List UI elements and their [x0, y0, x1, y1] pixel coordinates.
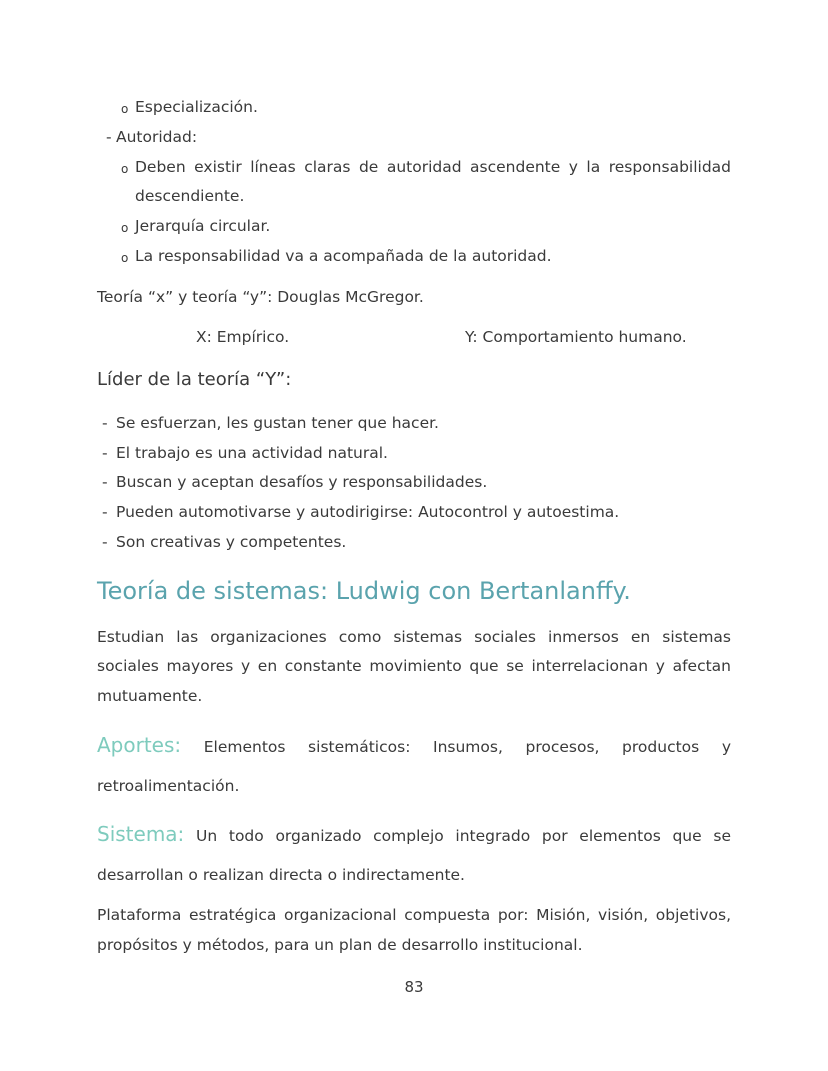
- autoridad-item-1: Deben existir líneas claras de autoridad ascendente y la responsabilidad: [135, 158, 731, 176]
- dash-icon: -: [102, 533, 108, 551]
- leader-item-4: Pueden automotivarse y autodirigirse: Autocontrol y autoestima.: [116, 503, 620, 521]
- leader-item-3: Buscan y aceptan desafíos y responsabilidades.: [116, 473, 488, 491]
- systems-para-line-2: sociales mayores y en constante movimiento que se interrelacionan y afectan: [97, 657, 731, 675]
- autoridad-label: Autoridad:: [116, 128, 198, 146]
- plataforma-line-2: propósitos y métodos, para un plan de desarrollo institucional.: [97, 936, 583, 954]
- dash-icon: -: [102, 503, 108, 521]
- leader-item-5: Son creativas y competentes.: [116, 533, 347, 551]
- theory-x-label: X: Empírico.: [196, 328, 290, 346]
- plataforma-line-1: Plataforma estratégica organizacional compuesta por: Misión, visión, objetivos,: [97, 906, 731, 924]
- dash-icon: -: [102, 414, 108, 432]
- autoridad-item-3: La responsabilidad va a acompañada de la autoridad.: [135, 247, 552, 265]
- dash-icon: -: [102, 444, 108, 462]
- sistema-text: Un todo organizado complejo integrado por elementos que se: [196, 827, 731, 845]
- sistema-text-cont: desarrollan o realizan directa o indirectamente.: [97, 866, 465, 884]
- autoridad-item-2: Jerarquía circular.: [135, 217, 271, 235]
- sistema-line: [97, 822, 731, 848]
- dash-icon: -: [102, 473, 108, 491]
- list-item-especializacion: Especialización.: [135, 98, 258, 116]
- aportes-text: Elementos sistemáticos: Insumos, procesos, productos y: [203, 738, 731, 756]
- dash-icon: -: [106, 128, 112, 146]
- aportes-label: Aportes:: [97, 733, 182, 757]
- leader-item-2: El trabajo es una actividad natural.: [116, 444, 388, 462]
- autoridad-item-1-cont: descendiente.: [135, 187, 245, 205]
- systems-para-line-1: Estudian las organizaciones como sistemas sociales inmersos en sistemas: [97, 628, 731, 646]
- leader-item-1: Se esfuerzan, les gustan tener que hacer.: [116, 414, 439, 432]
- leader-y-heading: Líder de la teoría “Y”:: [97, 369, 292, 390]
- bullet-icon: o: [121, 221, 129, 235]
- theory-xy-line: Teoría “x” y teoría “y”: Douglas McGregor.: [97, 288, 424, 306]
- bullet-icon: o: [121, 102, 129, 116]
- theory-y-label: Y: Comportamiento humano.: [465, 328, 687, 346]
- page-number: 83: [404, 978, 424, 996]
- aportes-line: [97, 733, 731, 759]
- systems-heading: Teoría de sistemas: Ludwig con Bertanlanffy.: [97, 577, 631, 605]
- systems-para-line-3: mutuamente.: [97, 687, 203, 705]
- bullet-icon: o: [121, 162, 129, 176]
- aportes-text-cont: retroalimentación.: [97, 777, 240, 795]
- bullet-icon: o: [121, 251, 129, 265]
- sistema-label: Sistema:: [97, 822, 185, 846]
